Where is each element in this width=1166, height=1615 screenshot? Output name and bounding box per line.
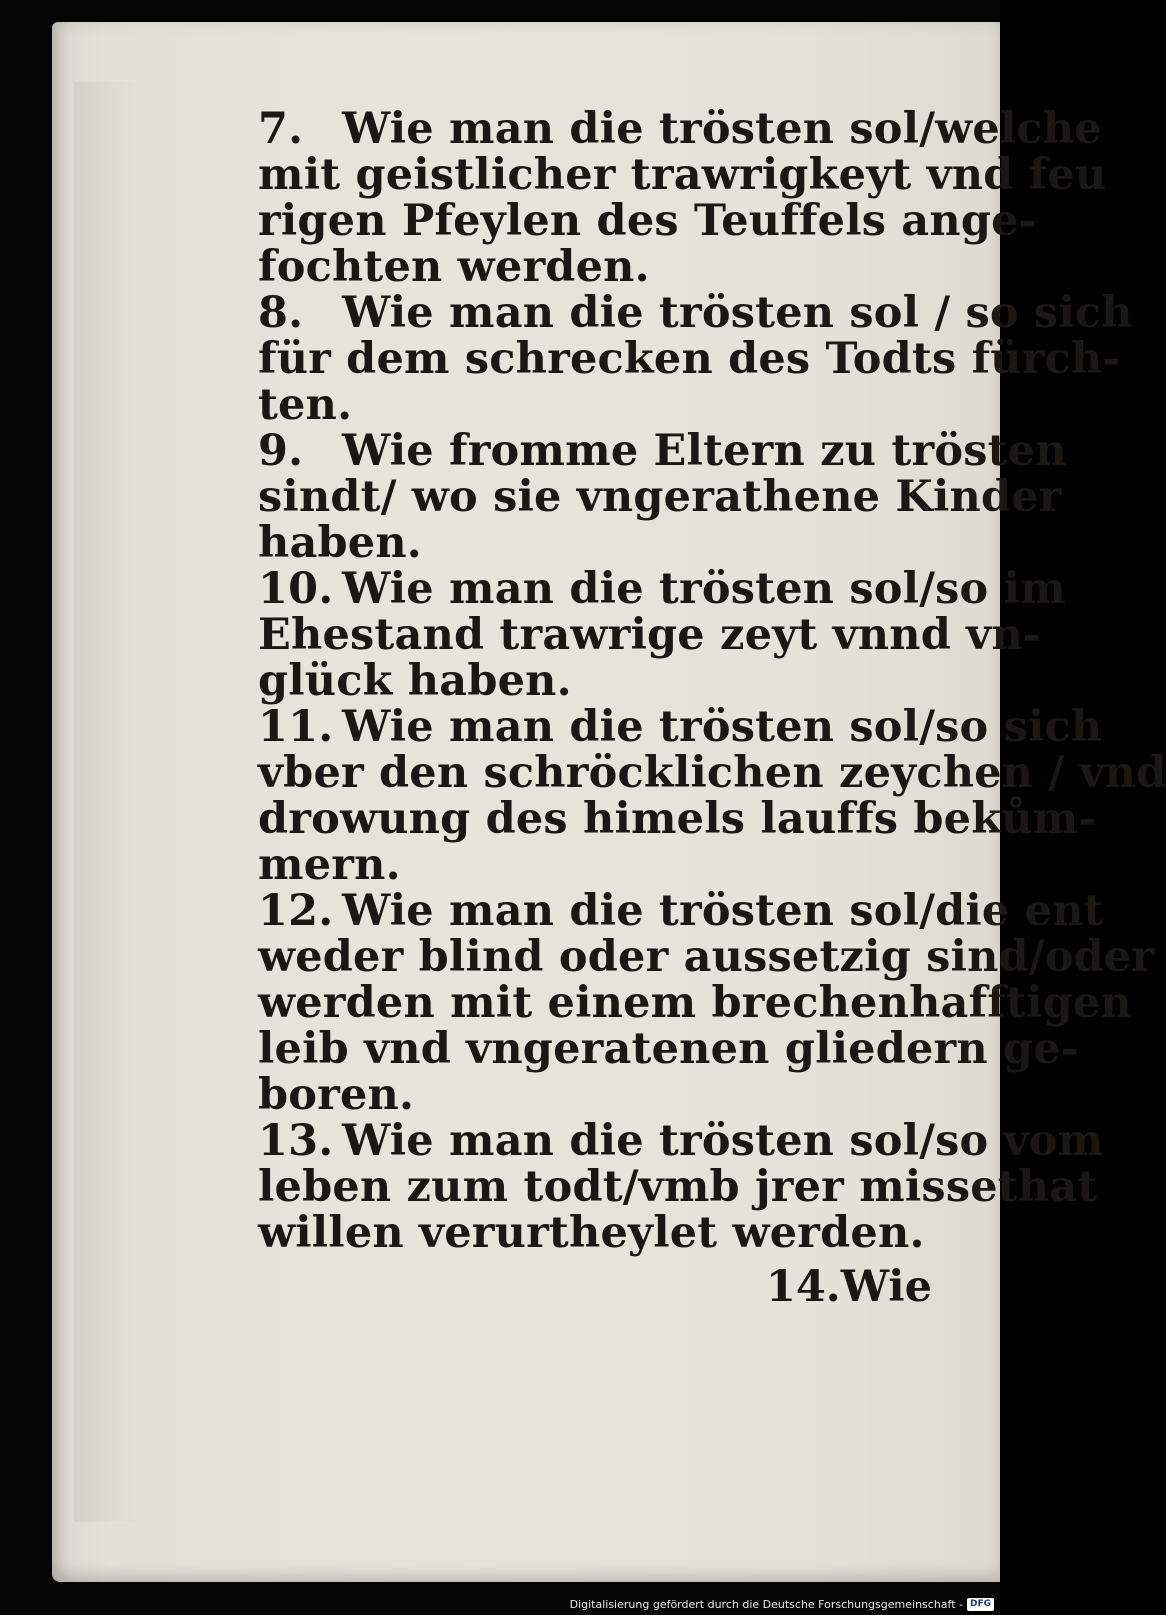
entry-line: Ehestand trawrige zeyt vnnd vn- [258, 610, 1041, 660]
credit-text: Digitalisierung gefördert durch die Deutsche Forschungsgemeinschaft - [569, 1598, 963, 1611]
entry-line [258, 288, 1133, 338]
entry-line: werden mit einem brechenhafftigen [258, 978, 1132, 1028]
entry-number: 7. [258, 104, 304, 154]
entry-line: willen verurtheylet werden. [258, 1208, 925, 1258]
entry-number: 13. [258, 1116, 334, 1166]
contents-entry [258, 426, 1067, 568]
entry-line: ten. [258, 380, 353, 430]
contents-entry [258, 564, 1066, 706]
entry-line [258, 1116, 1104, 1166]
entry-line-text: Wie fromme Eltern zu trösten [342, 426, 1067, 476]
entry-line [258, 564, 1066, 614]
entry-line-text: Wie man die trösten sol/die ent [342, 886, 1104, 936]
entry-line: glück haben. [258, 656, 572, 706]
entry-line [258, 426, 1067, 476]
entry-line: weder blind oder aussetzig sind/oder [258, 932, 1155, 982]
entry-line: boren. [258, 1070, 415, 1120]
contents-entry [258, 288, 1133, 430]
page-gutter-shadow [74, 82, 144, 1522]
entry-number: 11. [258, 702, 334, 752]
entry-line: haben. [258, 518, 422, 568]
entry-line-text: Wie man die trösten sol/welche [342, 104, 1102, 154]
contents-entry [258, 886, 1155, 1120]
entry-line: leben zum todt/vmb jrer missethat [258, 1162, 1098, 1212]
entry-line: mit geistlicher trawrigkeyt vnd feu [258, 150, 1107, 200]
entry-line-text: Wie man die trösten sol/so sich [342, 702, 1103, 752]
entry-line: leib vnd vngeratenen gliedern ge- [258, 1024, 1079, 1074]
entry-line: rigen Pfeylen des Teuffels ange- [258, 196, 1037, 246]
entry-line-text: Wie man die trösten sol/so im [342, 564, 1066, 614]
entry-line [258, 104, 1102, 154]
entry-line: mern. [258, 840, 401, 890]
dfg-logo-icon: DFG [967, 1598, 994, 1611]
entry-number: 12. [258, 886, 334, 936]
catchword: 14.Wie [765, 1262, 932, 1312]
contents-entry [258, 1116, 1104, 1258]
entry-number: 10. [258, 564, 334, 614]
entry-number: 8. [258, 288, 304, 338]
entry-line: drowung des himels lauffs bekům- [258, 794, 1097, 844]
entry-line: für dem schrecken des Todts fürch- [258, 334, 1121, 384]
digitization-credit [570, 1598, 994, 1611]
entry-number: 9. [258, 426, 304, 476]
contents-entry [258, 702, 1166, 890]
entry-line [258, 702, 1103, 752]
entry-line-text: Wie man die trösten sol/so vom [342, 1116, 1104, 1166]
contents-entry [258, 104, 1107, 292]
entry-line-text: Wie man die trösten sol / so sich [342, 288, 1133, 338]
entry-line [258, 886, 1104, 936]
table-of-contents-text [258, 104, 1166, 1258]
entry-line: sindt/ wo sie vngerathene Kinder [258, 472, 1062, 522]
entry-line: vber den schröcklichen zeychen / vnd [258, 748, 1166, 798]
entry-line: fochten werden. [258, 242, 650, 292]
